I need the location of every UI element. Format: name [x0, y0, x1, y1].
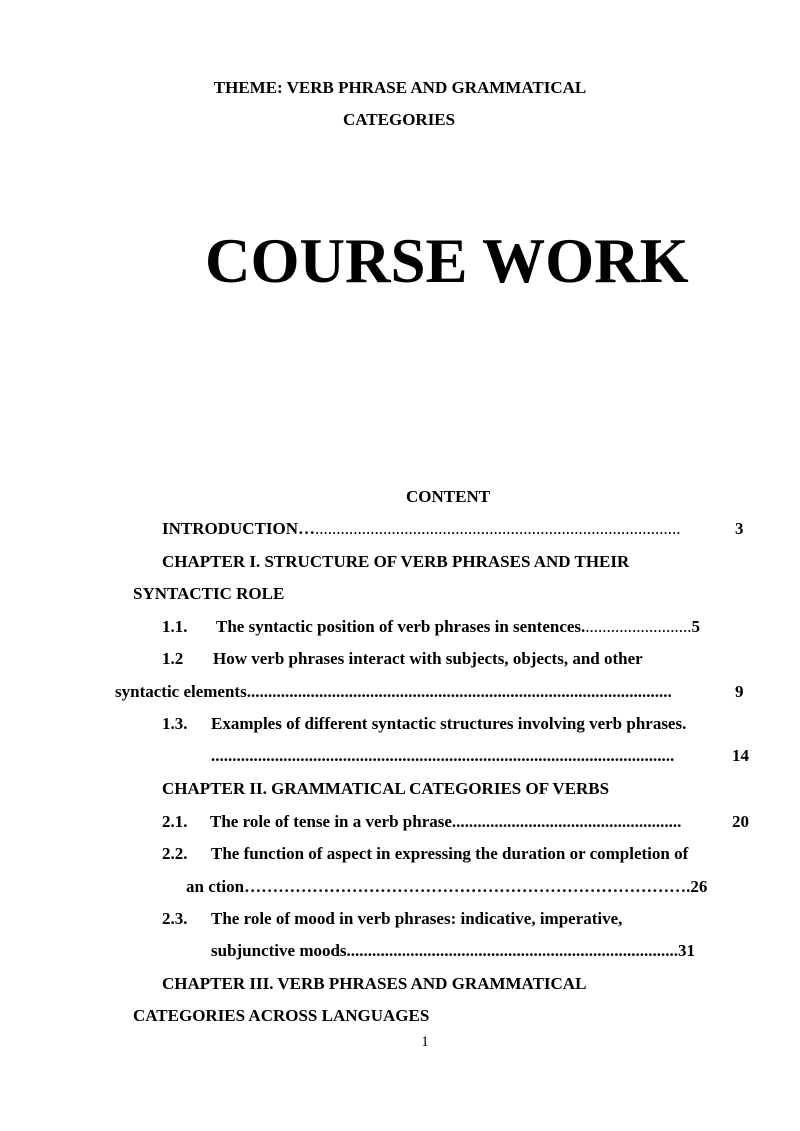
- toc-chapter-2: CHAPTER II. GRAMMATICAL CATEGORIES OF VERBS: [162, 779, 610, 798]
- toc-introduction-label: INTRODUCTION…: [162, 519, 316, 538]
- toc-section-1-3-dots: .............................................................................................................: [211, 746, 675, 765]
- toc-section-1-2-line-1: How verb phrases interact with subjects, objects, and other: [213, 649, 643, 668]
- toc-section-1-2-page: 9: [735, 682, 744, 701]
- theme-line-2: CATEGORIES: [343, 110, 456, 129]
- toc-section-1-3-number: 1.3.: [162, 714, 188, 733]
- toc-chapter-1-line-1: CHAPTER I. STRUCTURE OF VERB PHRASES AND THEIR: [162, 552, 630, 571]
- toc-introduction-dots: ......................................................................................: [315, 519, 681, 538]
- toc-introduction-page: 3: [735, 519, 744, 538]
- theme-line-1: THEME: VERB PHRASE AND GRAMMATICAL: [213, 78, 587, 97]
- toc-section-1-1: [216, 617, 700, 637]
- toc-section-1-2-number: 1.2: [162, 649, 184, 668]
- toc-section-1-1-page: 5: [691, 617, 701, 636]
- content-heading: CONTENT: [406, 487, 491, 506]
- toc-section-2-3-line-2: subjunctive moods..............................................................................31: [211, 941, 696, 960]
- toc-section-2-1-page: 20: [732, 812, 749, 831]
- toc-section-1-1-text: The syntactic position of verb phrases in sentences.: [216, 617, 586, 636]
- toc-section-2-3-line-1: The role of mood in verb phrases: indicative, imperative,: [211, 909, 623, 928]
- toc-section-1-1-dots: .........................: [585, 617, 692, 636]
- toc-section-2-2-line-2: an ction…………………………………………………………………….26: [186, 877, 708, 896]
- page-number: 1: [421, 1034, 429, 1050]
- toc-section-2-1-number: 2.1.: [162, 812, 188, 831]
- toc-section-1-3-line-1: Examples of different syntactic structures involving verb phrases.: [211, 714, 687, 733]
- toc-section-1-1-number: 1.1.: [162, 617, 188, 636]
- toc-section-1-3-page: 14: [732, 746, 749, 765]
- toc-introduction: [162, 519, 681, 539]
- toc-section-2-1-text: The role of tense in a verb phrase......................................................: [210, 812, 682, 831]
- toc-chapter-1-line-2: SYNTACTIC ROLE: [133, 584, 285, 603]
- toc-section-1-2-line-2: syntactic elements....................................................................................................: [115, 682, 672, 701]
- toc-chapter-3-line-2: CATEGORIES ACROSS LANGUAGES: [133, 1006, 430, 1025]
- course-work-title: COURSE WORK: [205, 226, 689, 296]
- toc-section-2-2-number: 2.2.: [162, 844, 188, 863]
- toc-section-2-2-line-1: The function of aspect in expressing the duration or completion of: [211, 844, 689, 863]
- toc-chapter-3-line-1: CHAPTER III. VERB PHRASES AND GRAMMATICAL: [162, 974, 587, 993]
- toc-section-2-3-number: 2.3.: [162, 909, 188, 928]
